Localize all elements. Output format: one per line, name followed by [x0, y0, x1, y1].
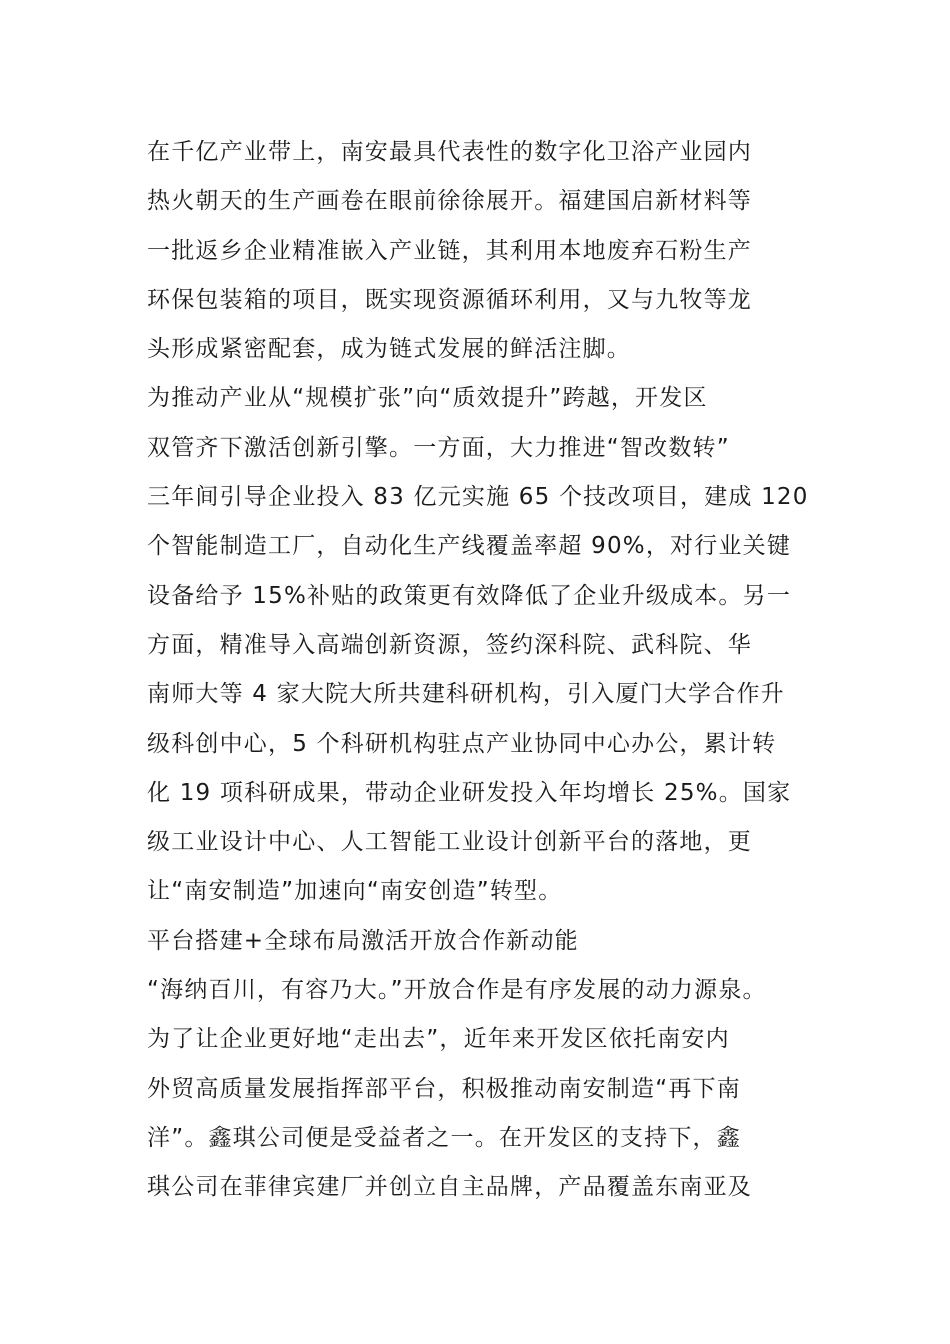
text-line: 化 19 项科研成果，带动企业研发投入年均增长 25%。国家	[147, 779, 792, 806]
text-line: 级科创中心，5 个科研机构驻点产业协同中心办公，累计转	[147, 730, 777, 757]
text-line: 三年间引导企业投入 83 亿元实施 65 个技改项目，建成 120	[147, 484, 809, 511]
text-line: 头形成紧密配套，成为链式发展的鲜活注脚。	[147, 336, 631, 363]
text-line: 外贸高质量发展指挥部平台，积极推动南安制造“再下南	[147, 1075, 741, 1102]
text-line: 环保包装箱的项目，既实现资源循环利用，又与九牧等龙	[147, 286, 752, 313]
text-line: 在千亿产业带上，南安最具代表性的数字化卫浴产业园内	[147, 139, 752, 165]
text-line: 琪公司在菲律宾建厂并创立自主品牌，产品覆盖东南亚及	[147, 1174, 752, 1201]
text-line: 级工业设计中心、人工智能工业设计创新平台的落地，更	[147, 829, 752, 856]
text-line: 方面，精准导入高端创新资源，签约深科院、武科院、华	[147, 631, 752, 658]
text-line: “海纳百川，有容乃大。”开放合作是有序发展的动力源泉。	[147, 977, 767, 1004]
section-heading: 平台搭建+全球布局激活开放合作新动能	[147, 927, 579, 954]
text-line: 热火朝天的生产画卷在眼前徐徐展开。福建国启新材料等	[147, 188, 752, 215]
text-line: 为推动产业从“规模扩张”向“质效提升”跨越，开发区	[147, 385, 708, 412]
text-line: 个智能制造工厂，自动化生产线覆盖率超 90%，对行业关键	[147, 533, 792, 560]
article-body	[147, 128, 847, 1213]
text-line: 洋”。鑫琪公司便是受益者之一。在开发区的支持下，鑫	[147, 1124, 741, 1151]
text-line: 一批返乡企业精准嵌入产业链，其利用本地废弃石粉生产	[147, 237, 752, 264]
text-line: 设备给予 15%补贴的政策更有效降低了企业升级成本。另一	[147, 582, 792, 609]
text-line: 南师大等 4 家大院大所共建科研机构，引入厦门大学合作升	[147, 681, 785, 708]
text-line: 让“南安制造”加速向“南安创造”转型。	[147, 878, 563, 905]
text-line: 为了让企业更好地“走出去”，近年来开发区依托南安内	[147, 1026, 730, 1053]
text-line: 双管齐下激活创新引擎。一方面，大力推进“智改数转”	[147, 434, 730, 461]
